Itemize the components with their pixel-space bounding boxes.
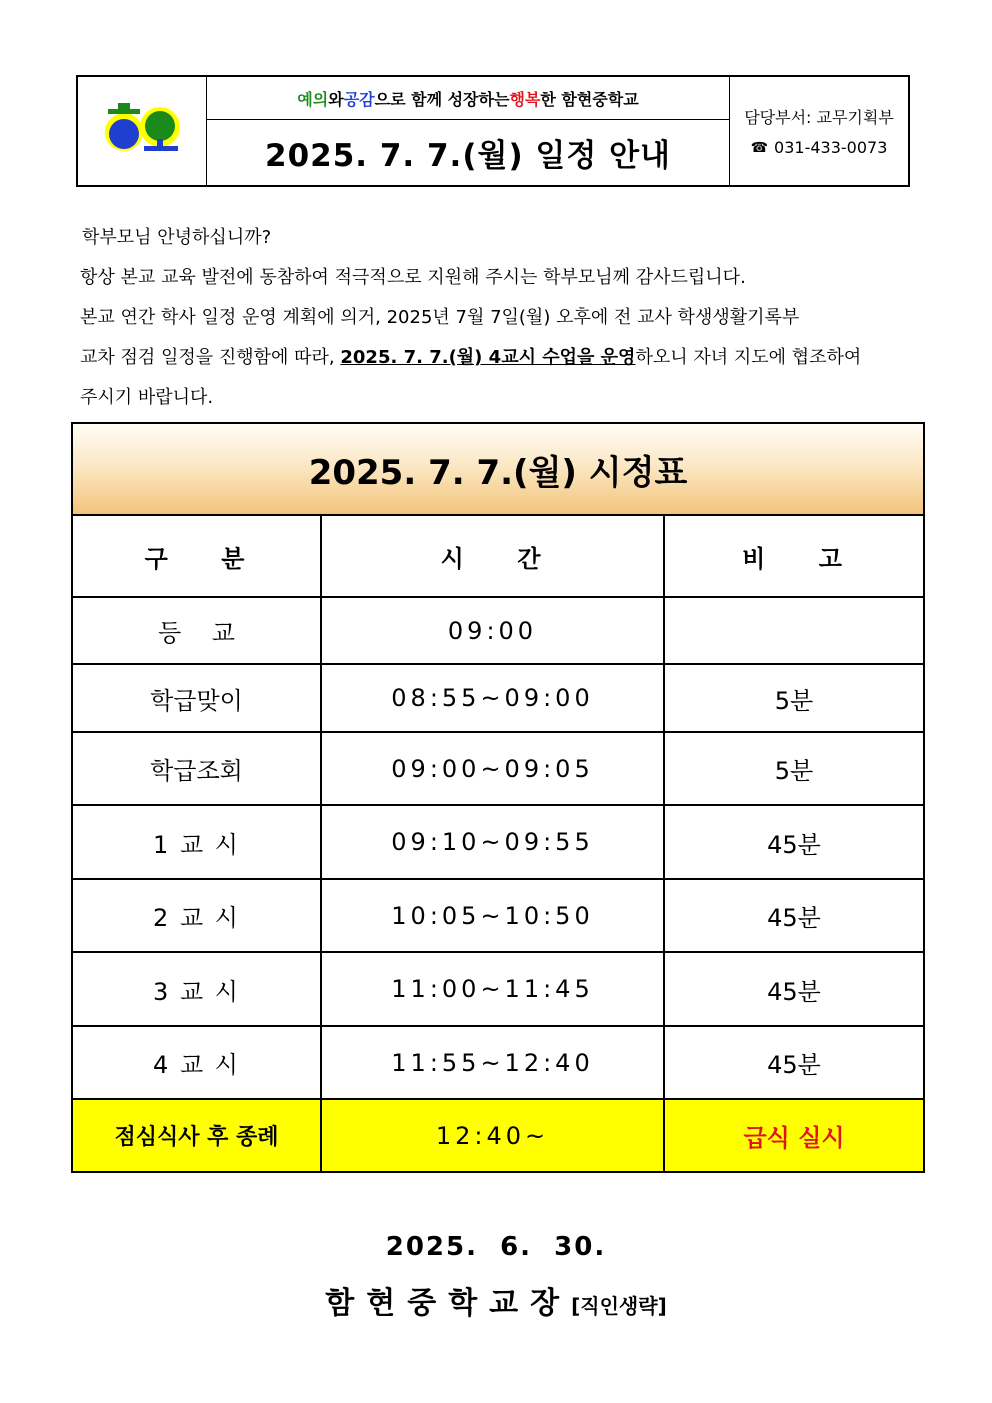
table-row [72,1026,924,1099]
row-label: 4 교 시 [72,1026,321,1099]
row-time: 10:05~10:50 [321,879,664,952]
row-time: 11:55~12:40 [321,1026,664,1099]
table-row [72,732,924,805]
row-label: 2 교 시 [72,879,321,952]
table-row [72,597,924,664]
row-note: 45분 [664,879,924,952]
school-logo [78,77,207,185]
document-header [76,75,910,187]
schedule-title: 2025. 7. 7.(월) 시정표 [72,423,924,515]
row-label: 등 교 [72,597,321,664]
column-header-time: 시 간 [321,515,664,597]
table-row [72,805,924,879]
schedule-header-row [72,515,924,597]
row-time: 11:00~11:45 [321,952,664,1026]
phone-number: 031-433-0073 [774,138,888,157]
row-note: 45분 [664,805,924,879]
greeting-letter [80,218,916,418]
principal-title: 함현중학교장 [325,1286,572,1321]
table-row [72,664,924,732]
schedule-table [71,422,925,1173]
row-time: 09:10~09:55 [321,805,664,879]
motto-text: 와 [328,89,344,109]
row-label: 1 교 시 [72,805,321,879]
signature-line [0,1278,992,1322]
row-time: 12:40~ [321,1099,664,1172]
contact-info [730,77,908,185]
greeting-line: 주시기 바랍니다. [80,387,214,408]
row-note: 5분 [664,664,924,732]
column-header-remarks: 비 고 [664,515,924,597]
motto-word-courtesy: 예의 [297,89,329,109]
row-note: 5분 [664,732,924,805]
schedule-title-row [72,423,924,515]
school-logo-icon [78,77,206,185]
row-time: 08:55~09:00 [321,664,664,732]
table-row [72,879,924,952]
lunch-row [72,1099,924,1172]
header-center [207,77,730,185]
seal-omitted: [직인생략] [571,1294,667,1318]
row-label: 학급조회 [72,732,321,805]
school-motto [207,77,729,120]
telephone-icon: ☎ [750,139,769,156]
greeting-line [80,338,916,378]
greeting-line: 항상 본교 교육 발전에 동참하여 적극적으로 지원해 주시는 학부모님께 감사드립니다. [80,267,746,288]
greeting-line: 학부모님 안녕하십니까? [82,227,272,248]
greeting-text: 하오니 자녀 지도에 협조하여 [635,347,862,368]
document-title: 2025. 7. 7.(월) 일정 안내 [265,138,671,174]
table-row [72,952,924,1026]
greeting-text: 교차 점검 일정을 진행함에 따라, [80,347,341,368]
motto-word-happiness: 행복 [509,89,541,109]
greeting-emphasis: 2025. 7. 7.(월) 4교시 수업을 운영 [340,347,636,368]
row-note: 45분 [664,1026,924,1099]
greeting-line: 본교 연간 학사 일정 운영 계획에 의거, 2025년 7월 7일(월) 오후에 전 교사 학생생활기록부 [80,307,800,328]
row-note [664,597,924,664]
phone-row [751,138,888,157]
motto-word-empathy: 공감 [343,89,375,109]
column-header-category: 구 분 [72,515,321,597]
issue-date: 2025. 6. 30. [385,1232,607,1262]
department: 담당부서: 교무기획부 [744,108,894,127]
motto-text: 한 함현중학교 [540,89,639,109]
row-time: 09:00 [321,597,664,664]
row-note-highlight: 급식 실시 [664,1099,924,1172]
row-label: 점심식사 후 종례 [72,1099,321,1172]
row-label: 3 교 시 [72,952,321,1026]
motto-text: 으로 함께 성장하는 [374,89,510,109]
row-label: 학급맞이 [72,664,321,732]
row-note: 45분 [664,952,924,1026]
row-time: 09:00~09:05 [321,732,664,805]
